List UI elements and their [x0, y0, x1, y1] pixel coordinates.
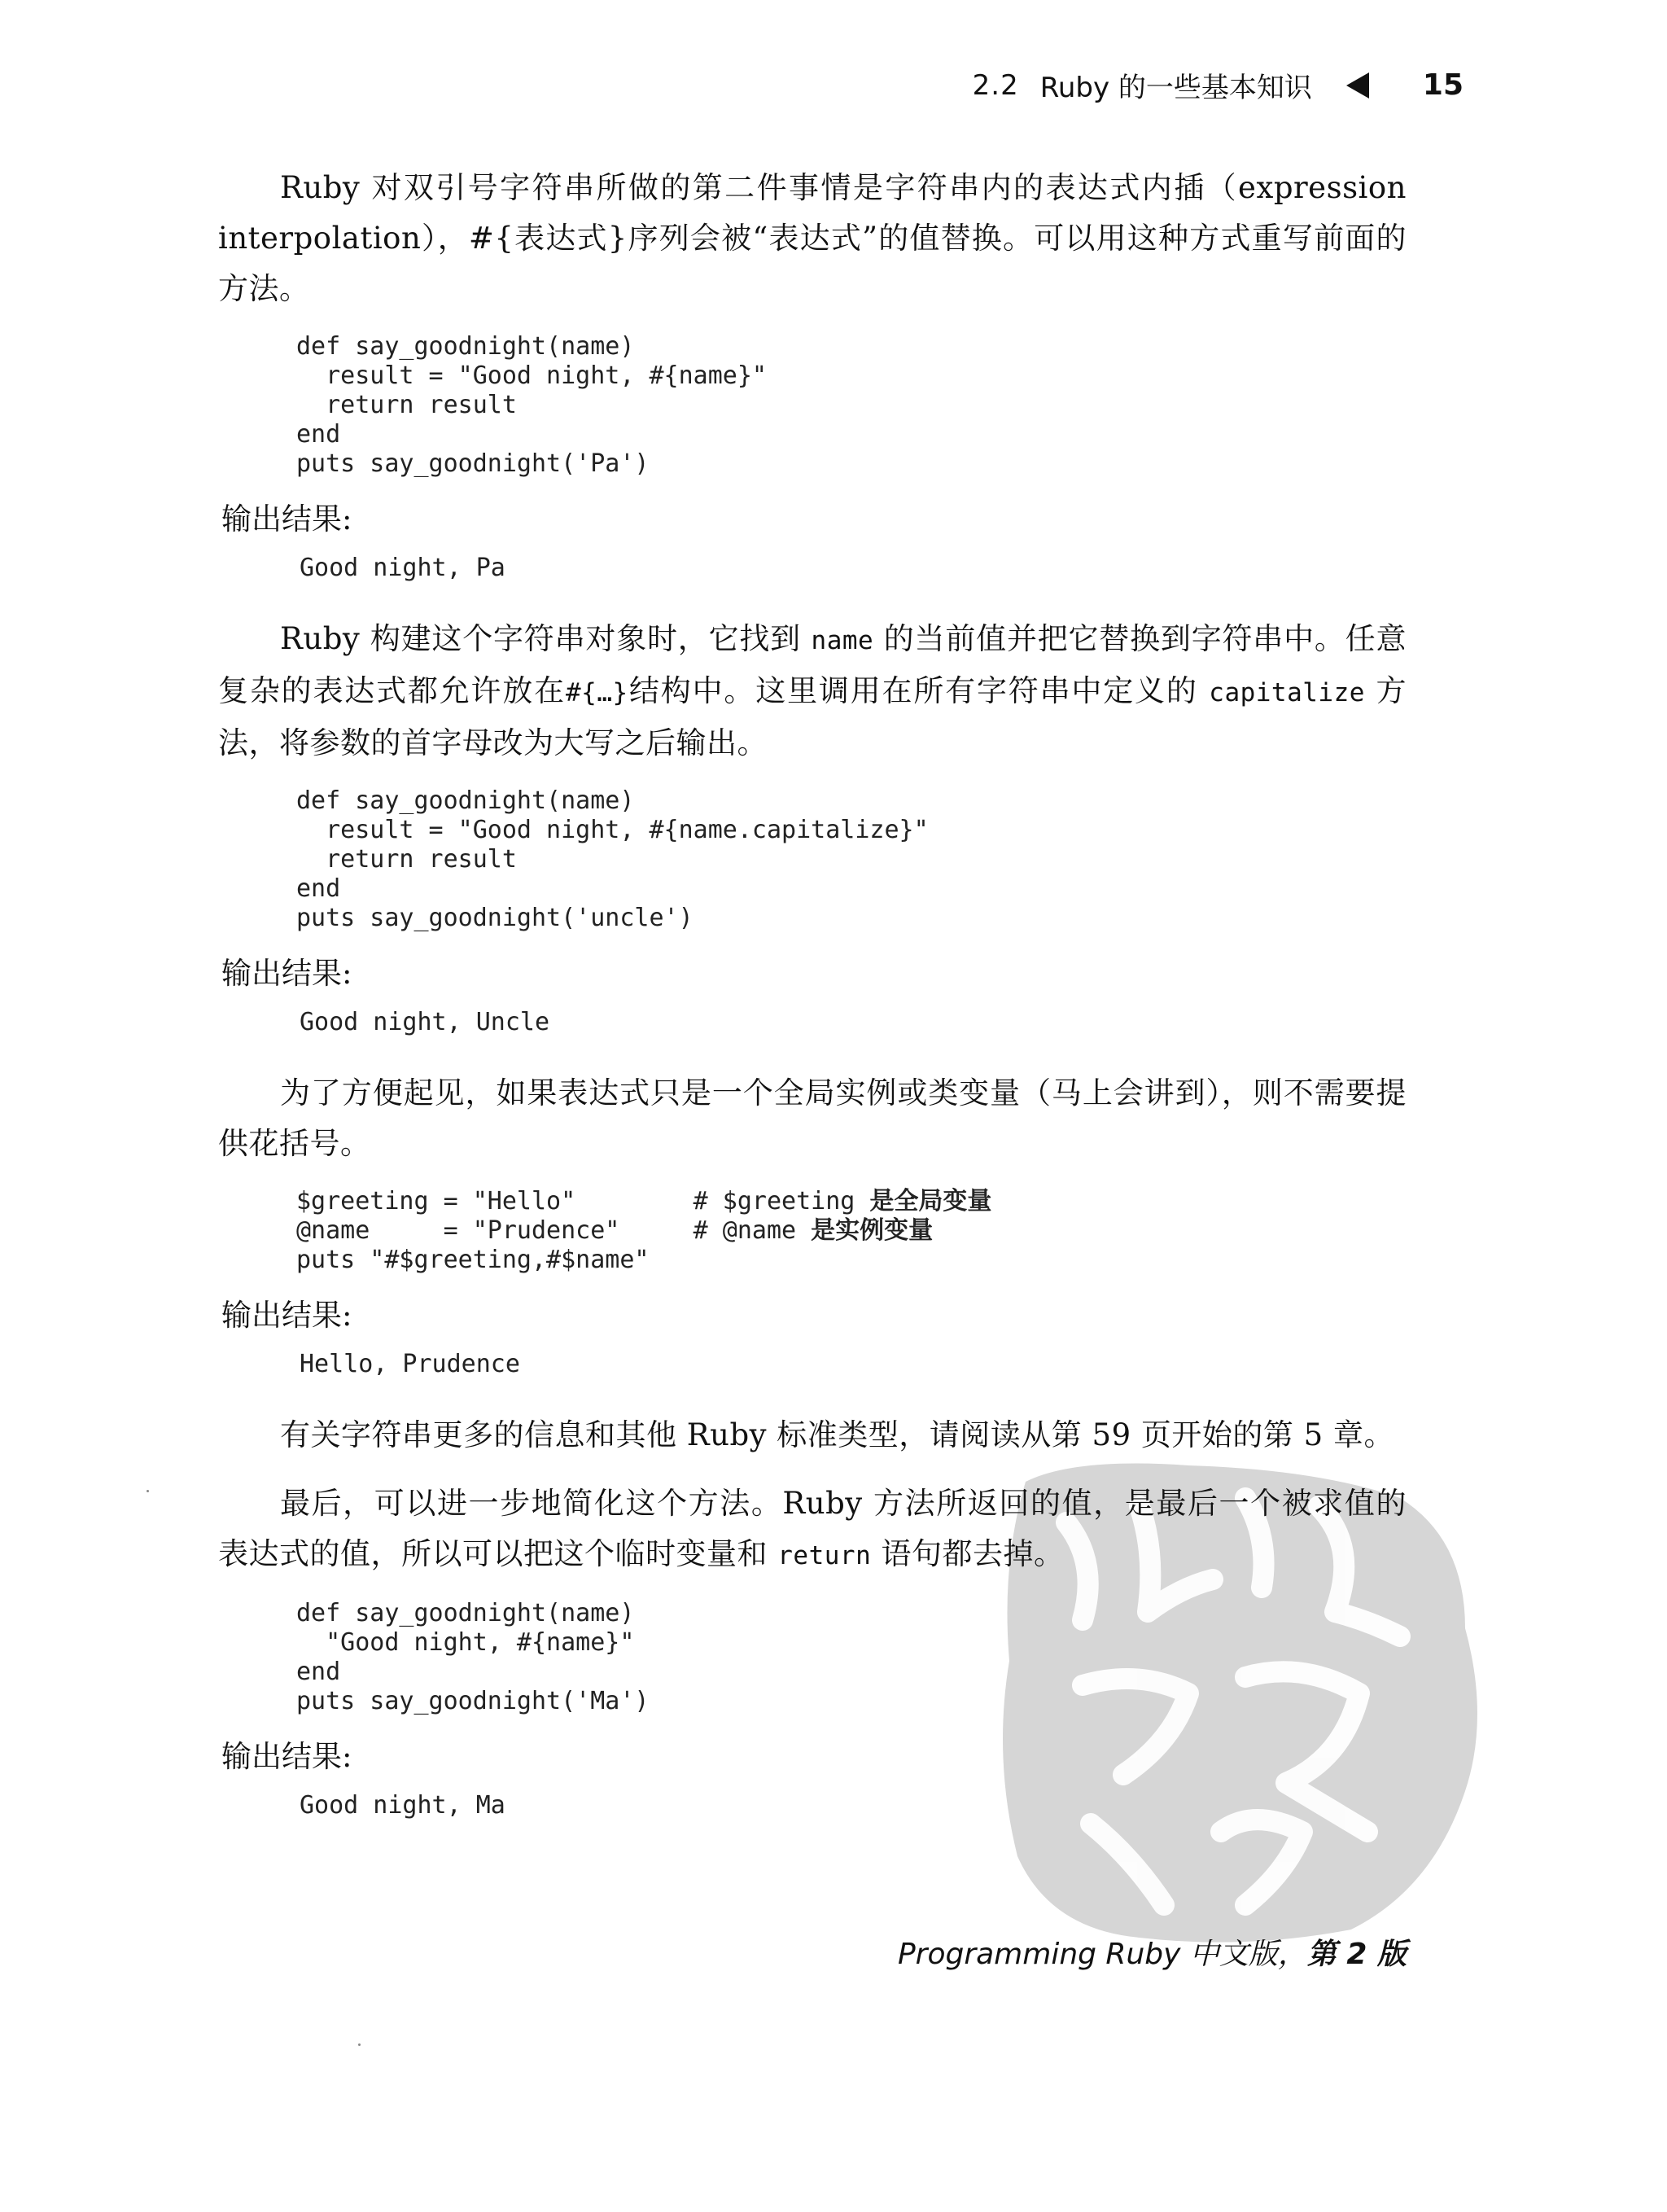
code-line: "Good night, #{name}": [296, 1628, 635, 1657]
code-line: puts say_goodnight('Ma'): [296, 1687, 650, 1715]
code-line: end: [296, 874, 341, 903]
code-block-1: [296, 332, 1407, 479]
text-run: 结构中。这里调用在所有字符串中定义的: [628, 673, 1210, 708]
inline-code-braces: #{…}: [566, 678, 628, 707]
edition-label: 第 2 版: [1306, 1938, 1407, 1971]
section-number: 2.2: [972, 68, 1019, 102]
code-block-2: [296, 786, 1407, 933]
output-label: 输出结果:: [221, 1739, 352, 1774]
code-line: puts "#$greeting,#$name": [296, 1246, 650, 1274]
code-text: $greeting = "Hello" # $greeting: [296, 1187, 870, 1216]
section-title: Ruby 的一些基本知识: [1039, 72, 1312, 104]
text-run: 方法，将参数的首字母改为大写之后输出。: [218, 673, 1407, 760]
code-line: return result: [296, 391, 517, 419]
code-comment: 是全局变量: [869, 1187, 992, 1216]
code-line: puts say_goodnight('Pa'): [296, 449, 650, 478]
text-run: 语句都去掉。: [871, 1536, 1065, 1571]
output-text-3: Hello, Prudence: [300, 1350, 520, 1378]
output-text-4: Good night, Ma: [300, 1791, 505, 1820]
text-run: Ruby 构建这个字符串对象时，它找到: [280, 621, 812, 656]
page-content: [218, 163, 1407, 1851]
code-line: end: [296, 420, 341, 449]
output-label: 输出结果:: [221, 502, 352, 537]
inline-code-capitalize: capitalize: [1209, 678, 1365, 707]
inline-code-name: name: [811, 626, 874, 655]
code-block-4: [296, 1599, 1407, 1716]
paragraph-capitalize: [218, 614, 1407, 769]
code-line: result = "Good night, #{name}": [296, 361, 767, 390]
code-line: def say_goodnight(name): [296, 1599, 635, 1627]
code-line: def say_goodnight(name): [296, 786, 635, 815]
paragraph-simplify: [218, 1478, 1407, 1581]
code-line: puts say_goodnight('uncle'): [296, 904, 693, 932]
book-title: Programming Ruby 中文版，: [897, 1938, 1307, 1971]
paragraph-interpolation: Ruby 对双引号字符串所做的第二件事情是字符串内的表达式内插（expression interpolation），#{表达式}序列会被“表达式”的值替换。可以用这种方式重写前面的方法。: [218, 170, 1407, 306]
text-run: 的当前值并把它替换到字符串中。任意复杂的表达式都允许放在: [218, 621, 1407, 708]
code-line: [296, 1187, 1407, 1216]
output-text-1: Good night, Pa: [300, 554, 505, 582]
text-run: 最后，可以进一步地简化这个方法。Ruby 方法所返回的值，是最后一个被求值的表达式的值，所以可以把这个临时变量和: [218, 1486, 1407, 1571]
paragraph-more-info: 有关字符串更多的信息和其他 Ruby 标准类型，请阅读从第 59 页开始的第 5 章。: [280, 1417, 1394, 1452]
code-text: @name = "Prudence" # @name: [296, 1216, 812, 1245]
running-header: [973, 65, 1464, 105]
paragraph-braces-optional: 为了方便起见，如果表达式只是一个全局实例或类变量（马上会讲到），则不需要提供花括号。: [218, 1075, 1407, 1161]
code-line: [296, 1216, 1407, 1246]
inline-code-return: return: [777, 1541, 872, 1570]
page-number: 15: [1422, 68, 1464, 102]
output-text-2: Good night, Uncle: [300, 1008, 550, 1036]
code-line: result = "Good night, #{name.capitalize}": [296, 816, 929, 844]
code-block-3: [296, 1187, 1407, 1275]
left-triangle-icon: [1346, 72, 1369, 99]
running-footer: [898, 1931, 1407, 1973]
code-line: end: [296, 1658, 341, 1686]
scan-speck: [358, 2043, 361, 2046]
code-line: return result: [296, 845, 517, 874]
code-line: def say_goodnight(name): [296, 332, 635, 361]
output-label: 输出结果:: [221, 1298, 352, 1333]
output-label: 输出结果:: [221, 956, 352, 991]
code-comment: 是实例变量: [811, 1216, 934, 1245]
scan-speck: [147, 1490, 149, 1492]
